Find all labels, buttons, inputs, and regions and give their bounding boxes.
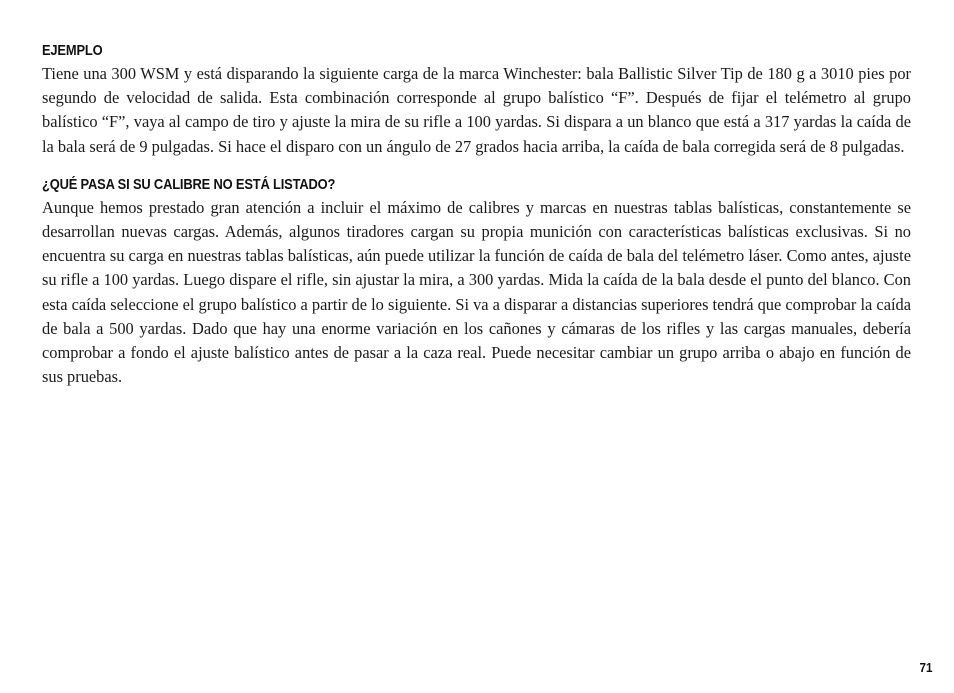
section-heading-calibre-no-listado: ¿QUÉ PASA SI SU CALIBRE NO ESTÁ LISTADO? <box>42 175 336 193</box>
section-heading-ejemplo: EJEMPLO <box>42 42 103 59</box>
section-ejemplo <box>42 40 911 159</box>
page-number: 71 <box>918 660 932 675</box>
section-calibre-no-listado <box>42 174 911 390</box>
section-body-ejemplo: Tiene una 300 WSM y está disparando la siguiente carga de la marca Winchester: bala Ballistic Silver Tip de 180 g a 3010 pies por segundo de velocidad de salida. Esta combinación corresponde al grupo balístico “F”. Después de fijar el telémetro al grupo balístico “F”, vaya al campo de tiro y ajuste la mira de su rifle a 100 yardas. Si dispara a un blanco que está a 317 yardas la caída de la bala será de 9 pulgadas. Si hace el disparo con un ángulo de 27 grados hacia arriba, la caída de bala corregida será de 8 pulgadas. <box>42 64 911 156</box>
section-body-calibre-no-listado: Aunque hemos prestado gran atención a incluir el máximo de calibres y marcas en nuestras tablas balísticas, constantemente se desarrollan nuevas cargas. Además, algunos tiradores cargan su propia munición con características balísticas exclusivas. Si no encuentra su carga en nuestras tablas balísticas, aún puede utilizar la función de caída de bala del telémetro láser. Como antes, ajuste su rifle a 100 yardas. Luego dispare el rifle, sin ajustar la mira, a 300 yardas. Mida la caída de la bala desde el punto del blanco. Con esta caída seleccione el grupo balístico a partir de lo siguiente. Si va a disparar a distancias superiores tendrá que comprobar la caída de bala a 500 yardas. Dado que hay una enorme variación en los cañones y cámaras de los rifles y las cargas manuales, debería comprobar a fondo el ajuste balístico antes de pasar a la caza real. Puede necesitar cambiar un grupo arriba o abajo en función de sus pruebas. <box>42 197 911 387</box>
page-content <box>42 40 911 389</box>
